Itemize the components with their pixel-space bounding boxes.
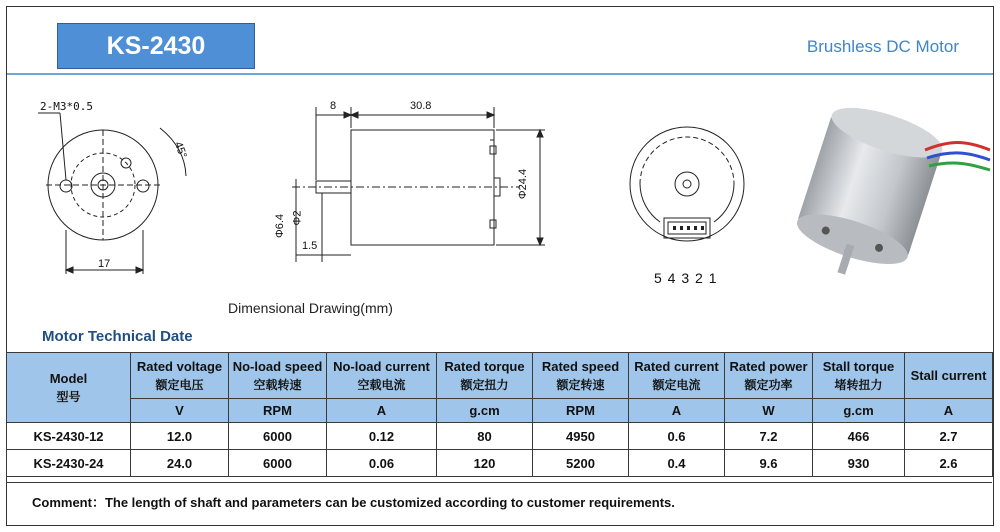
header-stall-torque: Stall torque 堵转扭力 [813, 353, 905, 399]
value-cell: 12.0 [131, 423, 229, 450]
header-rated-torque: Rated torque 额定扭力 [437, 353, 533, 399]
front-hole-label: 2-M3*0.5 [40, 100, 93, 113]
unit-cell: RPM [533, 399, 629, 423]
header-rated-power: Rated power 额定功率 [725, 353, 813, 399]
value-cell: 4950 [533, 423, 629, 450]
unit-cell: V [131, 399, 229, 423]
rear-view-drawing [630, 127, 744, 241]
table-header-row [7, 353, 993, 399]
value-cell: 2.6 [905, 450, 993, 477]
comment-divider [6, 482, 992, 483]
unit-cell: RPM [229, 399, 327, 423]
model-title: KS-2430 [57, 23, 255, 69]
table-unit-row [7, 399, 993, 423]
model-cell: KS-2430-12 [7, 423, 131, 450]
value-cell: 80 [437, 423, 533, 450]
comment-text: Comment：The length of shaft and parameters can be customized according to customer requirements. [32, 495, 675, 510]
front-width-label: 17 [98, 258, 111, 270]
model-cell: KS-2430-24 [7, 450, 131, 477]
section-title: Motor Technical Date [42, 328, 193, 345]
unit-cell: g.cm [813, 399, 905, 423]
body-diameter-label: Φ24.4 [517, 168, 530, 200]
boss-length-label: 1.5 [302, 240, 318, 252]
motor-photo-icon [786, 98, 990, 292]
front-angle-label: 45° [171, 140, 189, 160]
value-cell: 2.7 [905, 423, 993, 450]
value-cell: 7.2 [725, 423, 813, 450]
value-cell: 0.6 [629, 423, 725, 450]
value-cell: 0.4 [629, 450, 725, 477]
shaft-length-label: 8 [330, 100, 337, 112]
model-header-cell: Model 型号 [7, 353, 131, 423]
value-cell: 0.12 [327, 423, 437, 450]
value-cell: 120 [437, 450, 533, 477]
unit-cell: W [725, 399, 813, 423]
header-rated-current: Rated current 额定电流 [629, 353, 725, 399]
table-row [7, 450, 993, 477]
drawing-caption: Dimensional Drawing(mm) [228, 300, 393, 316]
unit-cell: A [327, 399, 437, 423]
unit-cell: A [905, 399, 993, 423]
table-row [7, 423, 993, 450]
rear-pin-numbers: 5 4 3 2 1 [654, 270, 718, 286]
header-no-load-speed: No-load speed 空载转速 [229, 353, 327, 399]
front-view-drawing [38, 113, 186, 274]
value-cell: 6000 [229, 423, 327, 450]
value-cell: 5200 [533, 450, 629, 477]
header-rated-voltage: Rated voltage 额定电压 [131, 353, 229, 399]
header-rated-speed: Rated speed 额定转速 [533, 353, 629, 399]
value-cell: 9.6 [725, 450, 813, 477]
unit-cell: g.cm [437, 399, 533, 423]
value-cell: 930 [813, 450, 905, 477]
unit-cell: A [629, 399, 725, 423]
value-cell: 0.06 [327, 450, 437, 477]
value-cell: 6000 [229, 450, 327, 477]
body-length-label: 30.8 [410, 100, 432, 112]
value-cell: 24.0 [131, 450, 229, 477]
header-no-load-current: No-load current 空载电流 [327, 353, 437, 399]
value-cell: 466 [813, 423, 905, 450]
dimensional-drawing [0, 70, 1000, 300]
header-stall-current: Stall current [905, 353, 993, 399]
product-type-title: Brushless DC Motor [806, 37, 959, 56]
shaft-diameter-label: Φ2 [291, 210, 304, 226]
side-view-drawing [292, 107, 545, 262]
boss-diameter-label: Φ6.4 [274, 213, 287, 239]
spec-table [6, 352, 993, 477]
